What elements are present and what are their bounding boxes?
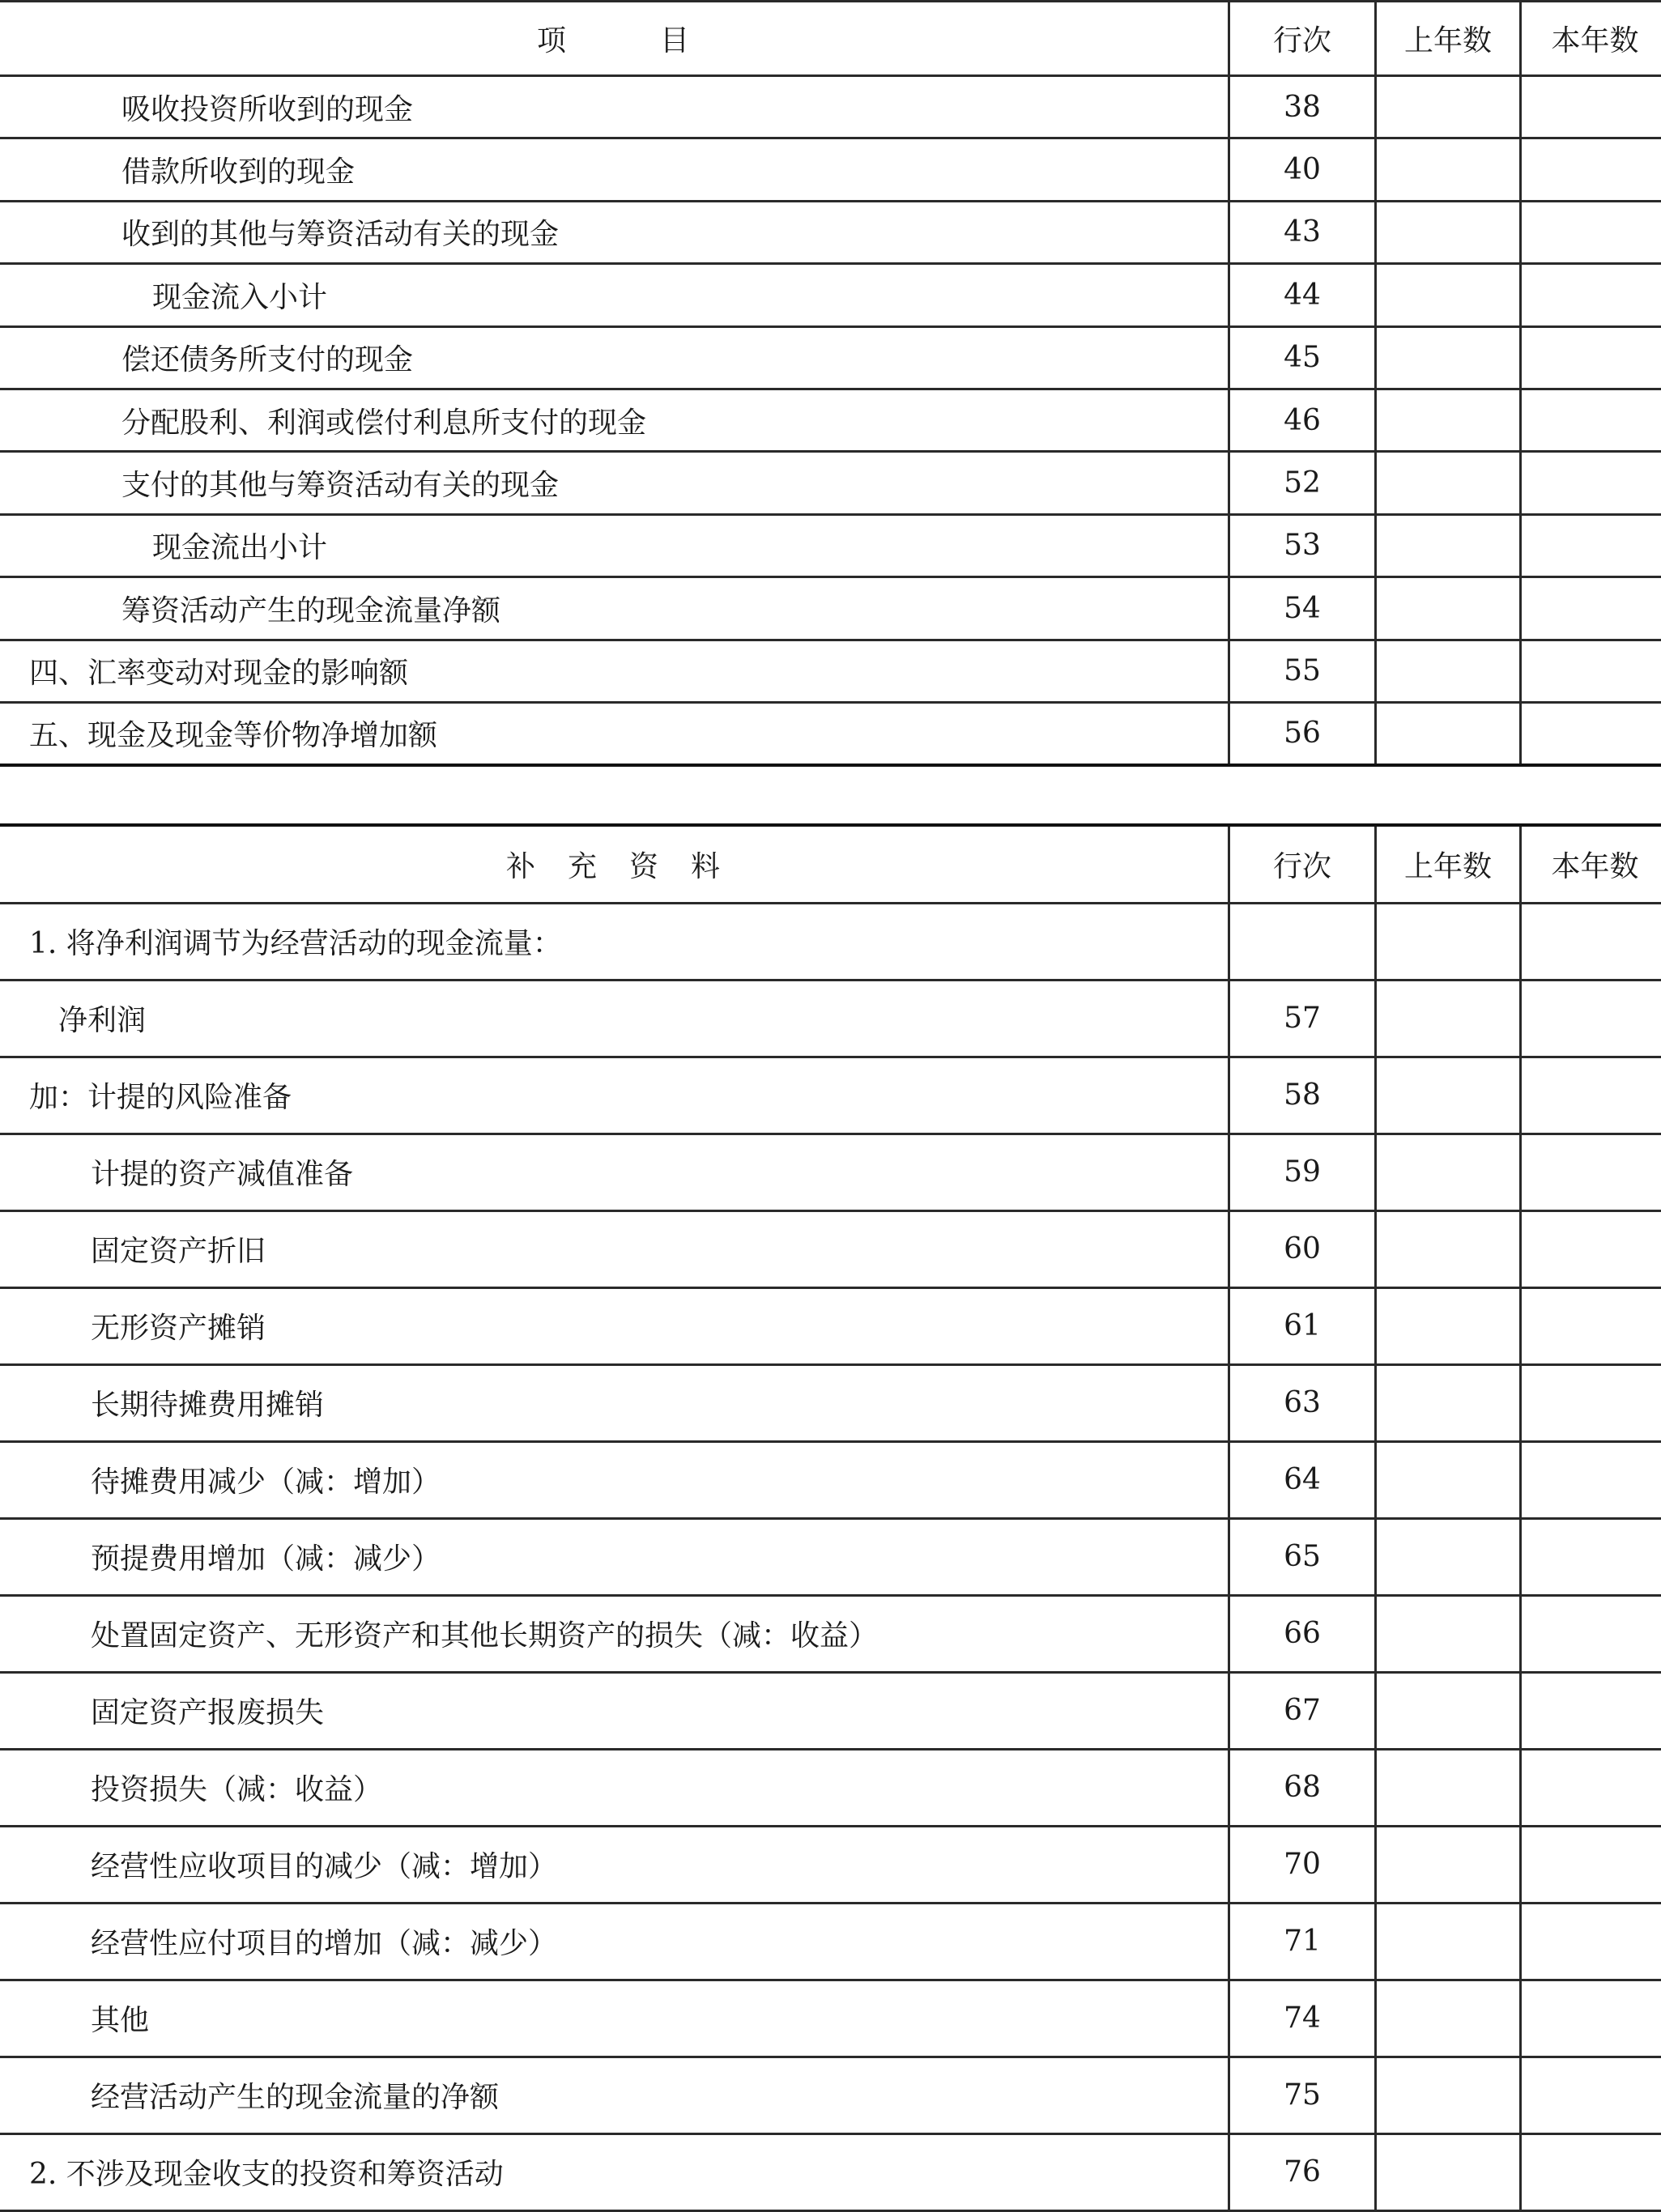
subtotal-label: 现金流入小计 xyxy=(121,281,327,314)
table-row xyxy=(0,1980,1661,2057)
row-curr-year-cell xyxy=(1521,2133,1661,2210)
row-label: 长期待摊费用摊销 xyxy=(0,1364,1229,1441)
table-row xyxy=(0,1903,1661,1980)
row-label: 偿还债务所支付的现金 xyxy=(0,326,1229,389)
row-label: 经营活动产生的现金流量的净额 xyxy=(0,2057,1229,2133)
row-curr-year-cell xyxy=(1521,1134,1661,1210)
row-prev-year-cell xyxy=(1376,702,1521,764)
row-curr-year-cell xyxy=(1521,1364,1661,1441)
row-line-no: 58 xyxy=(1229,1057,1376,1134)
table-row xyxy=(0,1057,1661,1134)
row-label: 分配股利、利润或偿付利息所支付的现金 xyxy=(0,389,1229,451)
row-line-no xyxy=(1229,903,1376,980)
row-prev-year-cell xyxy=(1376,264,1521,326)
row-label: 处置固定资产、无形资产和其他长期资产的损失（减：收益） xyxy=(0,1595,1229,1672)
header-curr-year: 本年数 xyxy=(1521,825,1661,903)
table-row xyxy=(0,1749,1661,1826)
table-row xyxy=(0,514,1661,576)
row-prev-year-cell xyxy=(1376,201,1521,263)
row-curr-year-cell xyxy=(1521,452,1661,514)
row-prev-year-cell xyxy=(1376,1826,1521,1903)
row-label: 四、汇率变动对现金的影响额 xyxy=(0,640,1229,702)
row-line-no: 76 xyxy=(1229,2133,1376,2210)
row-label: 2. 不涉及现金收支的投资和筹资活动 xyxy=(0,2133,1229,2210)
row-prev-year-cell xyxy=(1376,1134,1521,1210)
row-curr-year-cell xyxy=(1521,514,1661,576)
header-line-no: 行次 xyxy=(1229,2,1376,76)
row-label: 固定资产报废损失 xyxy=(0,1672,1229,1749)
row-prev-year-cell xyxy=(1376,903,1521,980)
row-label: 收到的其他与筹资活动有关的现金 xyxy=(0,201,1229,263)
table-row xyxy=(0,1134,1661,1210)
row-prev-year-cell xyxy=(1376,326,1521,389)
table-row xyxy=(0,452,1661,514)
table-header-row xyxy=(0,2,1661,76)
row-curr-year-cell xyxy=(1521,577,1661,640)
row-line-no: 54 xyxy=(1229,577,1376,640)
row-curr-year-cell xyxy=(1521,1749,1661,1826)
row-line-no: 55 xyxy=(1229,640,1376,702)
table-row xyxy=(0,389,1661,451)
header-item: 补 充 资 料 xyxy=(0,825,1229,903)
header-item: 项 目 xyxy=(0,2,1229,76)
row-curr-year-cell xyxy=(1521,1210,1661,1287)
row-line-no: 44 xyxy=(1229,264,1376,326)
table-row xyxy=(0,76,1661,138)
row-prev-year-cell xyxy=(1376,1518,1521,1595)
row-curr-year-cell xyxy=(1521,1903,1661,1980)
row-prev-year-cell xyxy=(1376,577,1521,640)
table-row xyxy=(0,264,1661,326)
row-prev-year-cell xyxy=(1376,1287,1521,1364)
row-label xyxy=(0,264,1229,326)
row-label: 其他 xyxy=(0,1980,1229,2057)
row-line-no: 67 xyxy=(1229,1672,1376,1749)
row-line-no: 38 xyxy=(1229,76,1376,138)
row-label: 1. 将净利润调节为经营活动的现金流量： xyxy=(0,903,1229,980)
table-row xyxy=(0,903,1661,980)
row-label xyxy=(0,514,1229,576)
row-curr-year-cell xyxy=(1521,264,1661,326)
row-line-no: 45 xyxy=(1229,326,1376,389)
row-prev-year-cell xyxy=(1376,2057,1521,2133)
row-line-no: 63 xyxy=(1229,1364,1376,1441)
row-label: 计提的资产减值准备 xyxy=(0,1134,1229,1210)
row-line-no: 70 xyxy=(1229,1826,1376,1903)
row-curr-year-cell xyxy=(1521,2057,1661,2133)
row-label: 加：计提的风险准备 xyxy=(0,1057,1229,1134)
row-line-no: 40 xyxy=(1229,138,1376,201)
row-prev-year-cell xyxy=(1376,2133,1521,2210)
table-row xyxy=(0,326,1661,389)
table-row xyxy=(0,1595,1661,1672)
row-curr-year-cell xyxy=(1521,1518,1661,1595)
header-prev-year: 上年数 xyxy=(1376,825,1521,903)
row-prev-year-cell xyxy=(1376,1057,1521,1134)
table-row xyxy=(0,2133,1661,2210)
cash-flow-financing-table xyxy=(0,0,1661,767)
row-curr-year-cell xyxy=(1521,1672,1661,1749)
row-prev-year-cell xyxy=(1376,514,1521,576)
table-row xyxy=(0,640,1661,702)
row-curr-year-cell xyxy=(1521,201,1661,263)
row-curr-year-cell xyxy=(1521,640,1661,702)
row-label: 筹资活动产生的现金流量净额 xyxy=(0,577,1229,640)
row-curr-year-cell xyxy=(1521,326,1661,389)
row-label: 预提费用增加（减：减少） xyxy=(0,1518,1229,1595)
table-header-row xyxy=(0,825,1661,903)
row-curr-year-cell xyxy=(1521,389,1661,451)
row-curr-year-cell xyxy=(1521,1595,1661,1672)
row-prev-year-cell xyxy=(1376,389,1521,451)
table-row xyxy=(0,1364,1661,1441)
row-line-no: 52 xyxy=(1229,452,1376,514)
row-line-no: 53 xyxy=(1229,514,1376,576)
table-row xyxy=(0,2057,1661,2133)
row-curr-year-cell xyxy=(1521,138,1661,201)
table-row xyxy=(0,138,1661,201)
row-prev-year-cell xyxy=(1376,1441,1521,1518)
row-curr-year-cell xyxy=(1521,903,1661,980)
header-curr-year: 本年数 xyxy=(1521,2,1661,76)
row-label: 五、现金及现金等价物净增加额 xyxy=(0,702,1229,764)
row-prev-year-cell xyxy=(1376,1672,1521,1749)
table-row xyxy=(0,1210,1661,1287)
row-label: 支付的其他与筹资活动有关的现金 xyxy=(0,452,1229,514)
supplementary-info-table xyxy=(0,823,1661,2212)
header-line-no: 行次 xyxy=(1229,825,1376,903)
row-prev-year-cell xyxy=(1376,1364,1521,1441)
row-line-no: 71 xyxy=(1229,1903,1376,1980)
row-line-no: 61 xyxy=(1229,1287,1376,1364)
row-line-no: 64 xyxy=(1229,1441,1376,1518)
row-curr-year-cell xyxy=(1521,980,1661,1057)
row-label: 吸收投资所收到的现金 xyxy=(0,76,1229,138)
row-label: 经营性应收项目的减少（减：增加） xyxy=(0,1826,1229,1903)
row-prev-year-cell xyxy=(1376,1749,1521,1826)
row-line-no: 43 xyxy=(1229,201,1376,263)
row-label: 借款所收到的现金 xyxy=(0,138,1229,201)
row-line-no: 74 xyxy=(1229,1980,1376,2057)
table-row xyxy=(0,1826,1661,1903)
row-line-no: 59 xyxy=(1229,1134,1376,1210)
row-curr-year-cell xyxy=(1521,1057,1661,1134)
row-prev-year-cell xyxy=(1376,1210,1521,1287)
row-prev-year-cell xyxy=(1376,1903,1521,1980)
table-row xyxy=(0,577,1661,640)
row-curr-year-cell xyxy=(1521,1980,1661,2057)
row-prev-year-cell xyxy=(1376,980,1521,1057)
row-prev-year-cell xyxy=(1376,138,1521,201)
subtotal-label: 现金流出小计 xyxy=(121,531,327,564)
row-prev-year-cell xyxy=(1376,452,1521,514)
table-row xyxy=(0,1287,1661,1364)
row-curr-year-cell xyxy=(1521,1826,1661,1903)
row-line-no: 60 xyxy=(1229,1210,1376,1287)
row-curr-year-cell xyxy=(1521,1287,1661,1364)
table-row xyxy=(0,1518,1661,1595)
row-line-no: 75 xyxy=(1229,2057,1376,2133)
table-row xyxy=(0,201,1661,263)
row-label: 固定资产折旧 xyxy=(0,1210,1229,1287)
row-line-no: 46 xyxy=(1229,389,1376,451)
row-curr-year-cell xyxy=(1521,1441,1661,1518)
table-row xyxy=(0,980,1661,1057)
row-label: 经营性应付项目的增加（减：减少） xyxy=(0,1903,1229,1980)
row-line-no: 65 xyxy=(1229,1518,1376,1595)
row-prev-year-cell xyxy=(1376,1980,1521,2057)
row-curr-year-cell xyxy=(1521,702,1661,764)
table-row xyxy=(0,1441,1661,1518)
row-label: 净利润 xyxy=(0,980,1229,1057)
header-prev-year: 上年数 xyxy=(1376,2,1521,76)
row-label: 待摊费用减少（减：增加） xyxy=(0,1441,1229,1518)
row-line-no: 57 xyxy=(1229,980,1376,1057)
table-row xyxy=(0,702,1661,764)
row-prev-year-cell xyxy=(1376,76,1521,138)
row-line-no: 68 xyxy=(1229,1749,1376,1826)
row-label: 投资损失（减：收益） xyxy=(0,1749,1229,1826)
row-label: 无形资产摊销 xyxy=(0,1287,1229,1364)
row-line-no: 66 xyxy=(1229,1595,1376,1672)
row-curr-year-cell xyxy=(1521,76,1661,138)
table-row xyxy=(0,1672,1661,1749)
row-prev-year-cell xyxy=(1376,640,1521,702)
row-line-no: 56 xyxy=(1229,702,1376,764)
row-prev-year-cell xyxy=(1376,1595,1521,1672)
